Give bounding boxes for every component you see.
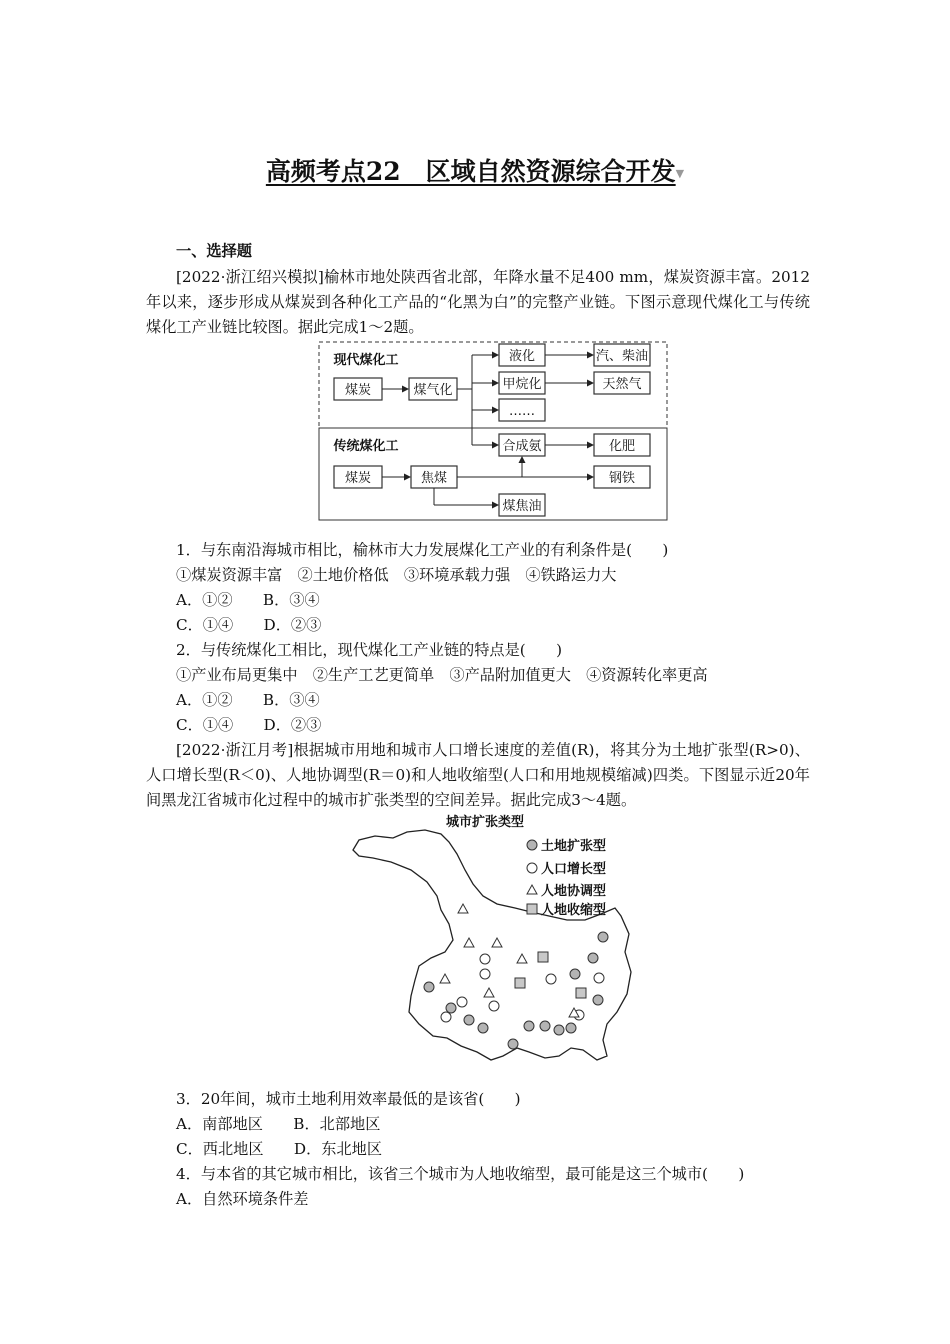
dropdown-marker-icon: ▼ xyxy=(675,167,685,180)
q1-stem: 1．与东南沿海城市相比，榆林市大力发展煤化工产业的有利条件是( ) xyxy=(176,541,669,559)
q1-options-ab: A．①② B．③④ xyxy=(176,591,320,609)
legend-land-expansion-icon xyxy=(527,840,537,850)
fertilizer-text: 化肥 xyxy=(608,439,636,454)
legend-land-expansion: 土地扩张型 xyxy=(541,839,607,854)
city-population-growth xyxy=(480,954,490,964)
city-land-expansion xyxy=(593,995,603,1005)
steel-text: 钢铁 xyxy=(608,471,636,486)
city-population-growth xyxy=(480,969,490,979)
city-land-expansion xyxy=(566,1023,576,1033)
modern-label: 现代煤化工 xyxy=(333,353,399,368)
modern-coal-text: 煤炭 xyxy=(344,383,372,398)
q4-stem: 4．与本省的其它城市相比，该省三个城市为人地收缩型，最可能是这三个城市( ) xyxy=(176,1165,745,1183)
q2-stem: 2．与传统煤化工相比，现代煤化工产业链的特点是( ) xyxy=(176,641,563,659)
city-land-expansion xyxy=(588,953,598,963)
city-land-expansion xyxy=(508,1039,518,1049)
gasification-text: 煤气化 xyxy=(413,383,453,398)
legend-shrinking-icon xyxy=(527,904,537,914)
coke-text: 焦煤 xyxy=(420,471,448,486)
q4-option-a: A．自然环境条件差 xyxy=(176,1190,309,1208)
city-land-expansion xyxy=(598,932,608,942)
city-land-expansion xyxy=(554,1025,564,1035)
city-population-growth xyxy=(594,973,604,983)
q1-items: ①煤炭资源丰富 ②土地价格低 ③环境承载力强 ④铁路运力大 xyxy=(176,566,617,584)
methanation-text: 甲烷化 xyxy=(502,377,542,392)
natural-gas-text: 天然气 xyxy=(602,377,642,392)
ellipsis-text: …… xyxy=(509,404,535,419)
legend-coordinated: 人地协调型 xyxy=(541,884,607,899)
heilongjiang-map xyxy=(345,812,635,1070)
city-land-expansion xyxy=(478,1023,488,1033)
map-legend xyxy=(527,838,606,918)
coal-chain-diagram xyxy=(316,340,670,524)
legend-population-growth-icon xyxy=(527,863,537,873)
q3-stem: 3．20年间，城市土地利用效率最低的是该省( ) xyxy=(176,1090,521,1108)
city-shrinking xyxy=(515,978,525,988)
legend-population-growth: 人口增长型 xyxy=(541,862,607,877)
intro-passage-1: [2022·浙江绍兴模拟]榆林市地处陕西省北部，年降水量不足400 mm，煤炭资源丰富。2012年以来，逐步形成从煤炭到各种化工产品的“化黑为白”的完整产业链。下图示意现代煤化工与传统煤化工产业链比较图。据此完成1～2题。 xyxy=(146,268,810,336)
ammonia-text: 合成氨 xyxy=(502,439,542,454)
q1-options-cd: C．①④ D．②③ xyxy=(176,616,322,634)
section-heading: 一、选择题 xyxy=(176,242,252,260)
coal-tar-text: 煤焦油 xyxy=(502,499,542,514)
map-title: 城市扩张类型 xyxy=(445,815,525,830)
city-land-expansion xyxy=(424,982,434,992)
q2-items: ①产业布局更集中 ②生产工艺更简单 ③产品附加值更大 ④资源转化率更高 xyxy=(176,666,708,684)
city-land-expansion xyxy=(540,1021,550,1031)
legend-coordinated-icon xyxy=(527,885,537,894)
city-shrinking xyxy=(576,988,586,998)
q3-options-ab: A．南部地区 B．北部地区 xyxy=(176,1115,381,1133)
title-text: 高频考点22 区域自然资源综合开发 xyxy=(265,157,676,186)
city-land-expansion xyxy=(446,1003,456,1013)
traditional-label: 传统煤化工 xyxy=(333,439,399,454)
page-title xyxy=(0,152,950,188)
city-shrinking xyxy=(538,952,548,962)
gasoline-diesel-text: 汽、柴油 xyxy=(595,349,649,364)
city-land-expansion xyxy=(524,1021,534,1031)
q2-options-cd: C．①④ D．②③ xyxy=(176,716,322,734)
city-population-growth xyxy=(441,1012,451,1022)
city-land-expansion xyxy=(570,969,580,979)
legend-shrinking: 人地收缩型 xyxy=(541,903,607,918)
city-population-growth xyxy=(457,997,467,1007)
liquefaction-text: 液化 xyxy=(508,349,536,364)
q3-options-cd: C．西北地区 D．东北地区 xyxy=(176,1140,383,1158)
q2-options-ab: A．①② B．③④ xyxy=(176,691,320,709)
city-population-growth xyxy=(546,974,556,984)
city-land-expansion xyxy=(464,1015,474,1025)
city-population-growth xyxy=(489,1001,499,1011)
trad-coal-text: 煤炭 xyxy=(344,471,372,486)
intro-passage-2: [2022·浙江月考]根据城市用地和城市人口增长速度的差值(R)，将其分为土地扩张型(R>0)、人口增长型(R＜0)、人地协调型(R＝0)和人地收缩型(人口和用地规模缩减)四类。下图显示近20年间黑龙江省城市化过程中的城市扩张类型的空间差异。据此完成3～4题。 xyxy=(146,741,810,809)
